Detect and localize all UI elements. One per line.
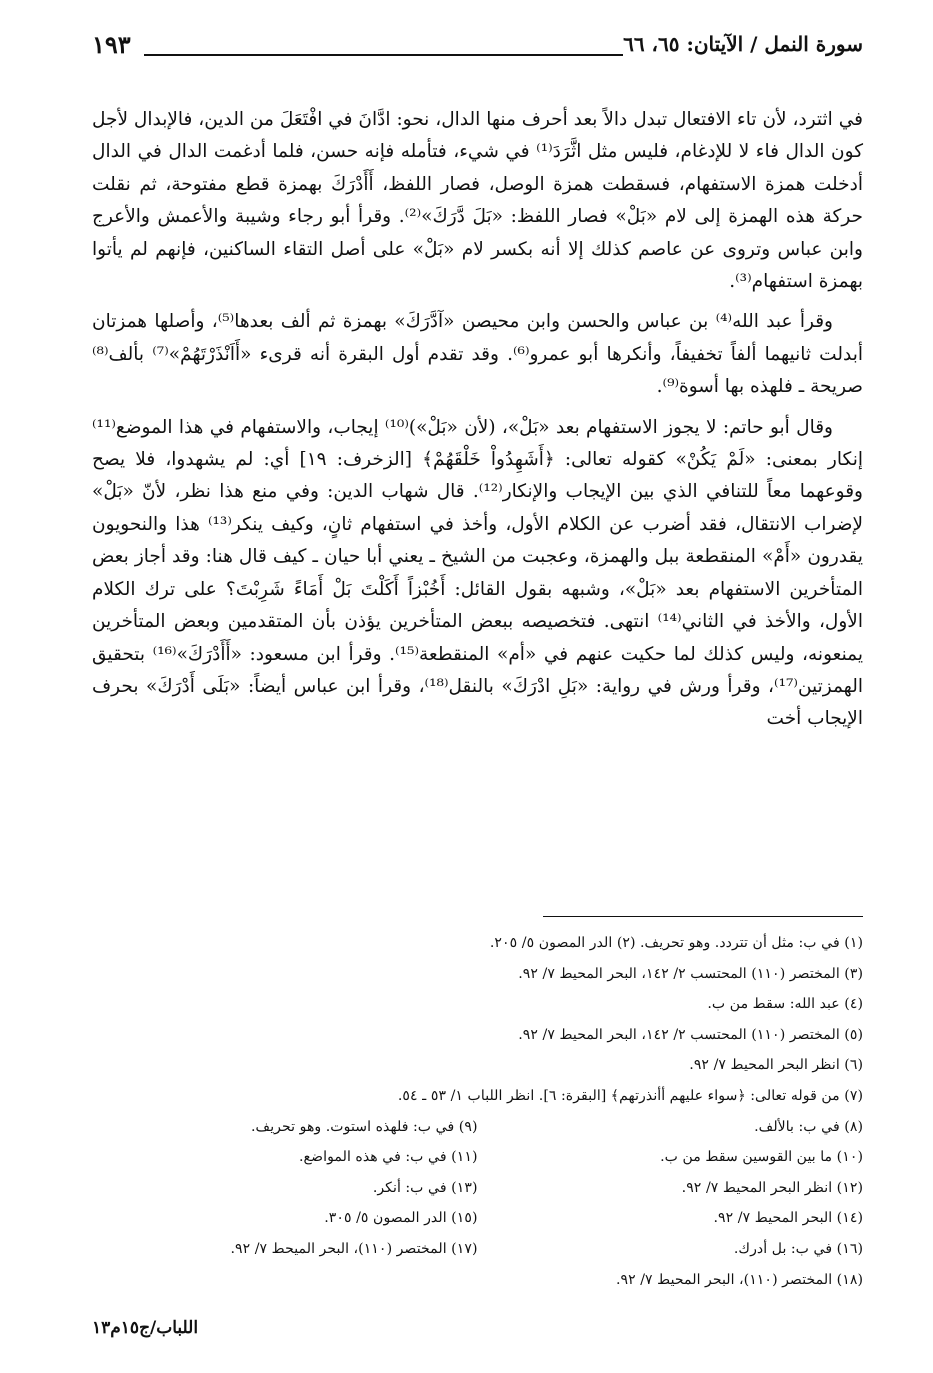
footnote-line: (١٨) المختصر (١١٠)، البحر المحيط ٧/ ٩٢.: [615, 1271, 863, 1288]
footnote-line: (١) في ب: مثل أن تتردد. وهو تحريف. (٢) الدر المصون ٥/ ٢٠٥.: [489, 935, 863, 951]
footnote-item: (١٧) المختصر (١١٠)، البحر الميحط ٧/ ٩٢.: [230, 1240, 478, 1257]
footnote-line: (٤) عبد الله: سقط من ب.: [707, 996, 863, 1013]
footnote-pair: [92, 1142, 863, 1173]
paragraph: وقرأ عبد الله⁽⁴⁾ بن عباس والحسن وابن محيصن «آدَّرَكَ» بهمزة ثم ألف بعدها⁽⁵⁾، وأصلها همزتان أبدلت ثانيهما ألفاً تخفيفاً، وأنكرها أبو عمرو⁽⁶⁾. وقد تقدم أول البقرة أنه قرىء «أَاَنْذَرْتَهُمْ»⁽⁷⁾ بألف⁽⁸⁾ صريحة ـ فلهذه بها أسوة⁽⁹⁾.: [92, 311, 863, 398]
paragraph: في اثترد، لأن تاء الافتعال تبدل دالاً بعد أحرف منها الدال، نحو: ادَّانَ في افْتَعَلَ من الدين، فالإبدال لأجل كون الدال فاء لا للإدغام، فليس مثل اثَّرَدَ⁽¹⁾ في شيء، فتأمله فإنه حسن، فلما أدغمت الدال في الدال أدخلت همزة الاستفهام، فسقطت همزة الوصل، فصار اللفظ، أَأَدْرَكَ بهمزة قطع مفتوحة، ثم نقلت حركة هذه الهمزة إلى لام «بَلْ» فصار اللفظ: «بَلَ دَّرَكَ»⁽²⁾. وقرأ أبو رجاء وشيبة والأعمش والأعرج وابن عباس وتروى عن عاصم كذلك إلا أنه بكسر لام «بَلْ» على أصل التقاء الساكنين، فإنهم لم يأتوا بهمزة استفهام⁽³⁾.: [92, 109, 864, 293]
footnote-item: (١٦) في ب: بل أدرك.: [733, 1240, 863, 1257]
running-title: سورة النمل / الآيتان: ٦٥، ٦٦: [623, 32, 863, 56]
footnote-item: (١٠) ما بين القوسين سقط من ب.: [660, 1149, 863, 1166]
signature-mark: اللباب/ج١٥م١٣: [92, 1318, 199, 1338]
footnote-pair: [92, 1203, 863, 1234]
footnotes: [92, 928, 863, 1295]
footnote-item: (٨) في ب: بالألف.: [754, 1118, 863, 1135]
footnote-line: (٦) انظر البحر المحيط ٧/ ٩٢.: [689, 1057, 863, 1074]
footnote-line: (٥) المختصر (١١٠) المحتسب ٢/ ١٤٢، البحر المحيط ٧/ ٩٢.: [518, 1026, 863, 1043]
footnote-line: (٧) من قوله تعالى: ﴿سواء عليهم أأنذرتهم﴾ [البقرة: ٦]. انظر اللباب ١/ ٥٣ ـ ٥٤.: [397, 1087, 863, 1104]
header-rule: [144, 54, 623, 56]
footnote-separator: [543, 916, 863, 917]
running-header: [92, 30, 863, 66]
footnote-item: (٩) في ب: فلهذه استوت. وهو تحريف.: [251, 1118, 478, 1135]
footnote-pair: [92, 1234, 863, 1265]
main-text: [92, 104, 863, 744]
footnote-item: (١٣) في ب: أنكر.: [372, 1179, 478, 1196]
paragraph: وقال أبو حاتم: لا يجوز الاستفهام بعد «بَلْ»، (لأن «بَلْ»)⁽¹⁰⁾ إيجاب، والاستفهام في هذا الموضع⁽¹¹⁾ إنكار بمعنى: «لَمْ يَكُنْ» كقوله تعالى: ﴿أَشَهِدُواْ خَلْقَهُمْ﴾ [الزخرف: ١٩] أي: لم يشهدوا، فلا يصح وقوعهما معاً للتنافي الذي بين الإيجاب والإنكار⁽¹²⁾. قال شهاب الدين: وفي منع هذا نظر، لأنّ «بَلْ» لإضراب الانتقال، فقد أضرب عن الكلام الأول، وأخذ في استفهام ثانٍ، وكيف ينكر⁽¹³⁾ هذا والنحويون يقدرون «أَمْ» المنقطعة ببل والهمزة، وعجبت من الشيخ ـ يعني أبا حيان ـ كيف قال هنا: وقد أجاز بعض المتأخرين الاستفهام بعد «بَلْ»، وشبهه بقول القائل: أَخُبْزاً أَكَلْتَ بَلْ أَمَاءً شَرِبْتَ؟ على ترك الكلام الأول، والأخذ في الثاني⁽¹⁴⁾ انتهى. فتخصيصه ببعض المتأخرين يؤذن بأن المتقدمين وبعض المتأخرين يمنعونه، وليس كذلك لما حكيت عنهم في «أم» المنقطعة⁽¹⁵⁾. وقرأ ابن مسعود: «أَأَدْرَكَ»⁽¹⁶⁾ بتحقيق الهمزتين⁽¹⁷⁾، وقرأ ورش في رواية: «بَلِ ادْرَكَ» بالنقل⁽¹⁸⁾، وقرأ ابن عباس أيضاً: «بَلَى أَدْرَكَ» بحرف الإيجاب أخت: [92, 416, 864, 730]
footnote-item: (١٥) الدر المصون ٥/ ٣٠٥.: [324, 1210, 478, 1227]
page-number: ١٩٣: [92, 30, 131, 59]
footnote-line: (٣) المختصر (١١٠) المحتسب ٢/ ١٤٢، البحر المحيط ٧/ ٩٢.: [518, 965, 863, 982]
footnote-pair: [92, 1112, 863, 1143]
footnote-item: (١٢) انظر البحر المحيط ٧/ ٩٢.: [681, 1179, 863, 1196]
footnote-pair: [92, 1173, 863, 1204]
footnote-item: (١١) في ب: في هذه المواضع.: [299, 1149, 478, 1166]
footnote-item: (١٤) البحر المحيط ٧/ ٩٢.: [713, 1210, 863, 1227]
